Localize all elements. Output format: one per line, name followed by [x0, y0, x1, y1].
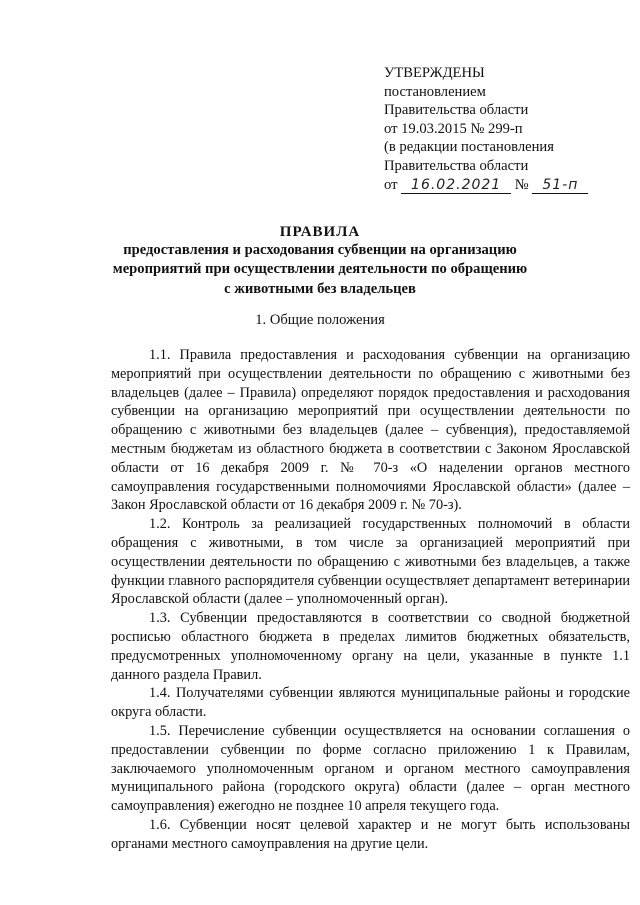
approval-line: постановлением	[384, 83, 486, 100]
paragraph-1-5: 1.5. Перечисление субвенции осуществляется на основании соглашения о предоставлении субвенции по форме согласно приложению 1 к Правилам, заключаемого уполномоченным органом и органом местного самоуправления муниципального района (городского округа) области (далее – орган местного самоуправления) ежегодно не позднее 10 апреля текущего года.	[111, 722, 630, 815]
paragraph-1-1: 1.1. Правила предоставления и расходования субвенции на организацию мероприятий при осуществлении деятельности по обращению с животными без владельцев (далее – Правила) определяют порядок предоставления и расходования субвенции на организацию мероприятий при осуществлении деятельности по обращению с животными без владельцев (далее – субвенция), предоставляемой местным бюджетам из областного бюджета в соответствии с Законом Ярославской области от 16 декабря 2009 г. № 70-з «О наделении органов местного самоуправления государственными полномочиями Ярославской области» (далее – Закон Ярославской области от 16 декабря 2009 г. № 70-з).	[111, 347, 630, 514]
approval-signature-line	[384, 176, 624, 195]
document-title: ПРАВИЛА	[279, 224, 361, 240]
section-heading: 1. Общие положения	[255, 312, 385, 328]
paragraph-1-6: 1.6. Субвенции носят целевой характер и не могут быть использованы органами местного самоуправления на другие цели.	[111, 816, 630, 852]
approval-line: Правительства области	[384, 157, 529, 174]
approval-line: Правительства области	[384, 102, 529, 119]
subtitle-line: с животными без владельцев	[224, 280, 416, 297]
subtitle-line: предоставления и расходования субвенции на организацию	[123, 242, 517, 258]
number-label: №	[514, 176, 529, 193]
document-body	[111, 346, 630, 854]
handwritten-number: 51-п	[532, 178, 588, 194]
handwritten-date: 16.02.2021	[401, 178, 511, 194]
paragraph-1-4: 1.4. Получателями субвенции являются муниципальные районы и городские округа области.	[111, 685, 630, 721]
approval-block	[384, 64, 624, 194]
paragraph-1-2: 1.2. Контроль за реализацией государственных полномочий в области обращения с животными, в том числе за организацией мероприятий при осуществлении деятельности по обращению с животными без владельцев, а также функции главного распорядителя субвенции осуществляет департамент ветеринарии Ярославской области (далее – уполномоченный орган).	[111, 516, 630, 608]
subtitle-line: мероприятий при осуществлении деятельности по обращению	[112, 261, 528, 278]
paragraph-1-3: 1.3. Субвенции предоставляются в соответствии со сводной бюджетной росписью областного бюджета в пределах лимитов бюджетных обязательств, предусмотренных уполномоченному органу на цели, указанные в пункте 1.1 данного раздела Правил.	[111, 610, 630, 683]
approval-heading: УТВЕРЖДЕНЫ	[384, 65, 485, 81]
approval-line: от 19.03.2015 № 299-п	[384, 120, 523, 137]
document-subtitle	[100, 241, 540, 299]
from-label: от	[384, 176, 398, 193]
approval-line: (в редакции постановления	[384, 139, 554, 156]
